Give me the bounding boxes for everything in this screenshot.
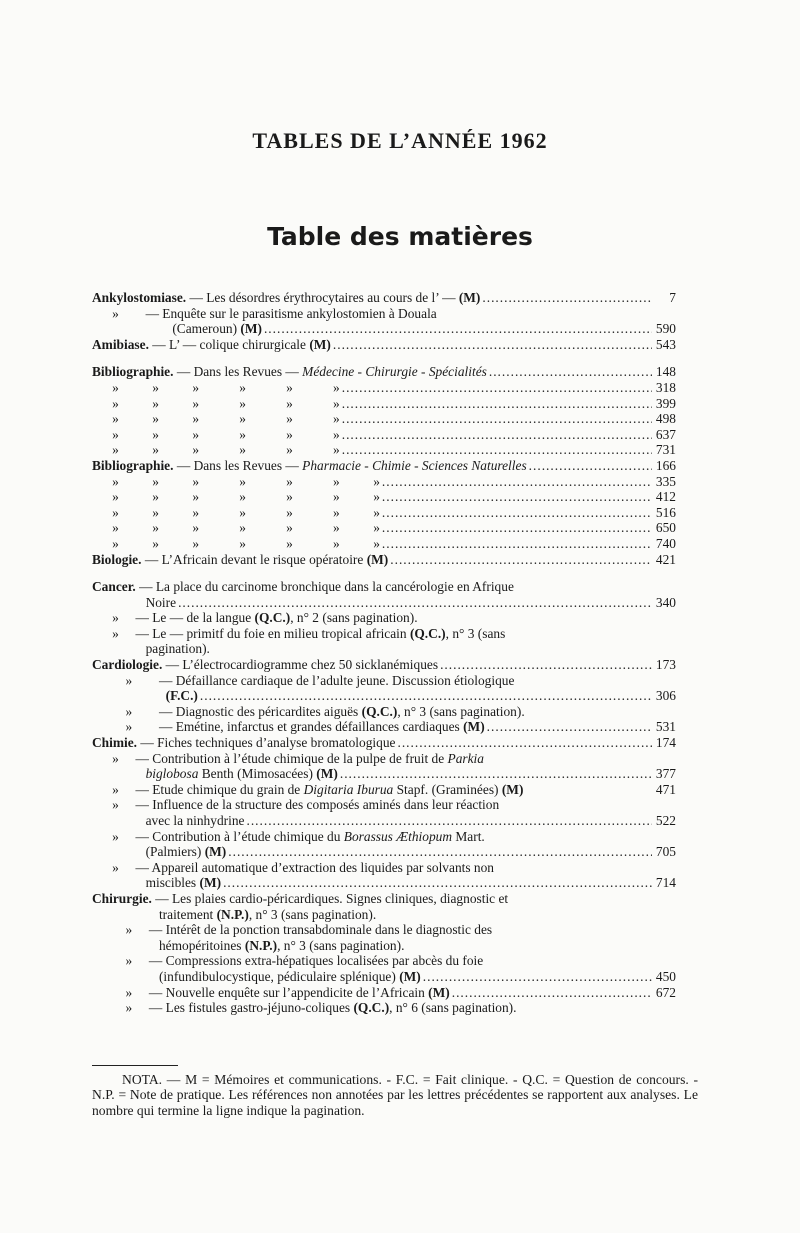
toc-text: » » » » » » bbox=[92, 411, 340, 427]
toc-entry bbox=[92, 922, 676, 953]
toc-entry bbox=[92, 536, 676, 552]
toc-text: » — Nouvelle enquête sur l’appendicite de l’Africain (M) bbox=[92, 984, 450, 1000]
page-number: 306 bbox=[655, 688, 676, 704]
toc-entry bbox=[92, 860, 676, 891]
table-of-contents bbox=[92, 290, 676, 1016]
footnote: NOTA. — M = Mémoires et communications. - F.C. = Fait clinique. - Q.C. = Question de concours. - N.P. = Note de pratique. Les références non annotées par les lettres précédentes se rapportent aux analyses. Le nombre qui termine la ligne indique la pagination. bbox=[92, 1072, 698, 1118]
toc-text: traitement (N.P.), n° 3 (sans pagination). bbox=[92, 906, 377, 922]
dot-leader bbox=[382, 520, 652, 536]
dot-leader bbox=[342, 396, 652, 412]
dot-leader bbox=[390, 552, 652, 568]
toc-text: » — Appareil automatique d’extraction des liquides par solvants non bbox=[92, 859, 495, 875]
page-number: 148 bbox=[655, 364, 676, 380]
toc-line bbox=[92, 306, 676, 322]
toc-text: Bibliographie. — Dans les Revues — Pharmacie - Chimie - Sciences Naturelles bbox=[92, 457, 527, 473]
toc-line bbox=[92, 797, 676, 813]
dot-leader bbox=[340, 766, 652, 782]
toc-line bbox=[92, 969, 676, 985]
page-number: 672 bbox=[655, 984, 676, 1000]
page-number: 705 bbox=[655, 844, 676, 860]
toc-entry bbox=[92, 306, 676, 337]
toc-text: » » » » » » » bbox=[92, 489, 380, 505]
page-number: 173 bbox=[655, 657, 676, 673]
dot-leader bbox=[178, 595, 652, 611]
toc-entry bbox=[92, 1000, 676, 1016]
toc-text: » » » » » » bbox=[92, 426, 340, 442]
toc-text: » — Influence de la structure des composés aminés dans leur réaction bbox=[92, 797, 500, 813]
toc-entry bbox=[92, 489, 676, 505]
dot-leader bbox=[342, 427, 652, 443]
divider bbox=[92, 1065, 178, 1066]
toc-entry bbox=[92, 704, 676, 720]
toc-entry bbox=[92, 411, 676, 427]
toc-text: (infundibulocystique, pédiculaire splénique) (M) bbox=[92, 968, 421, 984]
toc-entry bbox=[92, 458, 676, 474]
page-number: 731 bbox=[655, 442, 676, 458]
toc-text: » » » » » » » bbox=[92, 504, 380, 520]
dot-leader bbox=[200, 688, 652, 704]
toc-text: » — Compressions extra-hépatiques localisées par abcès du foie bbox=[92, 953, 484, 969]
toc-text: » » » » » » bbox=[92, 442, 340, 458]
toc-text: » — Le — primitf du foie en milieu tropical africain (Q.C.), n° 3 (sans bbox=[92, 625, 506, 641]
toc-text: » » » » » » » bbox=[92, 520, 380, 536]
toc-entry bbox=[92, 626, 676, 657]
toc-text: » — Diagnostic des péricardites aiguës (Q.C.), n° 3 (sans pagination). bbox=[92, 703, 525, 719]
toc-line bbox=[92, 505, 676, 521]
toc-entry bbox=[92, 797, 676, 828]
dot-leader bbox=[246, 813, 651, 829]
toc-text: » » » » » » bbox=[92, 379, 340, 395]
toc-text: » » » » » » » bbox=[92, 535, 380, 551]
toc-line bbox=[92, 922, 676, 938]
toc-text: Bibliographie. — Dans les Revues — Médecine - Chirurgie - Spécialités bbox=[92, 364, 487, 380]
toc-text: » — Défaillance cardiaque de l’adulte jeune. Discussion étiologique bbox=[92, 672, 515, 688]
dot-leader bbox=[223, 875, 652, 891]
toc-entry bbox=[92, 953, 676, 984]
page-number: 650 bbox=[655, 520, 676, 536]
toc-line bbox=[92, 844, 676, 860]
toc-line bbox=[92, 337, 676, 353]
toc-text: biglobosa Benth (Mimosacées) (M) bbox=[145, 766, 338, 782]
dot-leader bbox=[342, 411, 652, 427]
toc-entry bbox=[92, 427, 676, 443]
toc-text: hémopéritoines (N.P.), n° 3 (sans pagination). bbox=[92, 937, 405, 953]
page-number: 637 bbox=[655, 426, 676, 442]
toc-line bbox=[92, 907, 676, 923]
toc-entry bbox=[92, 290, 676, 306]
toc-entry bbox=[92, 782, 676, 798]
toc-line bbox=[92, 782, 676, 798]
toc-entry bbox=[92, 829, 676, 860]
page-number: 740 bbox=[655, 535, 676, 551]
toc-text: avec la ninhydrine bbox=[92, 813, 245, 828]
toc-entry bbox=[92, 380, 676, 396]
toc-entry bbox=[92, 396, 676, 412]
toc-text: » — Contribution à l’étude chimique de la pulpe de fruit de Parkia bbox=[92, 750, 484, 766]
toc-line bbox=[92, 641, 676, 657]
toc-text: » » » » » » » bbox=[92, 473, 380, 489]
dot-leader bbox=[228, 844, 652, 860]
toc-entry bbox=[92, 364, 676, 380]
dot-leader bbox=[342, 380, 652, 396]
toc-line bbox=[92, 442, 676, 458]
toc-line bbox=[92, 579, 676, 595]
dot-leader bbox=[333, 337, 652, 353]
toc-line bbox=[92, 735, 676, 751]
toc-line bbox=[92, 427, 676, 443]
dot-leader bbox=[529, 458, 652, 474]
toc-entry bbox=[92, 673, 676, 704]
page-number: 421 bbox=[655, 551, 676, 567]
toc-line bbox=[92, 1000, 676, 1016]
toc-line bbox=[92, 396, 676, 412]
toc-line bbox=[92, 813, 676, 829]
toc-entry bbox=[92, 442, 676, 458]
toc-entry bbox=[92, 520, 676, 536]
toc-text: Cancer. — La place du carcinome bronchique dans la cancérologie en Afrique bbox=[92, 579, 514, 595]
toc-entry bbox=[92, 552, 676, 568]
toc-entry bbox=[92, 505, 676, 521]
toc-line bbox=[92, 474, 676, 490]
page-number: 377 bbox=[655, 766, 676, 782]
toc-line bbox=[92, 829, 676, 845]
toc-text: » — Intérêt de la ponction transabdominale dans le diagnostic des bbox=[92, 922, 493, 938]
page-number: 471 bbox=[655, 781, 676, 797]
toc-line bbox=[92, 489, 676, 505]
dot-leader bbox=[382, 489, 652, 505]
dot-leader bbox=[382, 474, 652, 490]
dot-leader bbox=[423, 969, 652, 985]
toc-entry bbox=[92, 579, 676, 610]
section-title: Table des matières bbox=[267, 222, 533, 251]
toc-text: pagination). bbox=[92, 641, 210, 657]
toc-line bbox=[92, 657, 676, 673]
toc-line bbox=[92, 595, 676, 611]
toc-line bbox=[92, 536, 676, 552]
toc-text: » — Enquête sur le parasitisme ankylostomien à Douala bbox=[92, 305, 437, 321]
toc-text: Chirurgie. — Les plaies cardio-péricardiques. Signes cliniques, diagnostic et bbox=[92, 890, 509, 906]
dot-leader bbox=[482, 290, 652, 306]
toc-line bbox=[92, 321, 676, 337]
toc-entry bbox=[92, 751, 676, 782]
toc-line bbox=[92, 891, 676, 907]
toc-text: » — Le — de la langue (Q.C.), n° 2 (sans pagination). bbox=[92, 610, 418, 626]
toc-line bbox=[92, 458, 676, 474]
toc-text: » — Contribution à l’étude chimique du Borassus Æthiopum Mart. bbox=[92, 828, 485, 844]
toc-line bbox=[92, 626, 676, 642]
toc-line bbox=[92, 411, 676, 427]
page-number: 399 bbox=[655, 395, 676, 411]
dot-leader bbox=[489, 364, 652, 380]
toc-line bbox=[92, 290, 676, 306]
page-title: TABLES DE L’ANNÉE 1962 bbox=[252, 128, 548, 153]
toc-line bbox=[92, 552, 676, 568]
toc-line bbox=[92, 688, 676, 704]
toc-line bbox=[92, 751, 676, 767]
page-number: 522 bbox=[655, 813, 676, 828]
toc-text: Noire bbox=[92, 594, 177, 610]
dot-leader bbox=[342, 442, 652, 458]
toc-text: miscibles (M) bbox=[92, 875, 222, 891]
toc-line bbox=[92, 860, 676, 876]
page-number: 166 bbox=[655, 457, 676, 473]
toc-line bbox=[92, 766, 676, 782]
page-number: 335 bbox=[655, 473, 676, 489]
page-number: 516 bbox=[655, 504, 676, 520]
toc-text: Biologie. — L’Africain devant le risque opératoire (M) bbox=[92, 551, 389, 567]
page-number: 498 bbox=[655, 411, 676, 427]
toc-text: » — Emétine, infarctus et grandes défaillances cardiaques (M) bbox=[92, 719, 485, 735]
dot-leader bbox=[440, 657, 652, 673]
toc-line bbox=[92, 719, 676, 735]
toc-text: » » » » » » bbox=[92, 395, 340, 411]
page-number: 590 bbox=[655, 321, 676, 337]
dot-leader bbox=[264, 321, 652, 337]
page-number: 412 bbox=[655, 489, 676, 505]
toc-line bbox=[92, 704, 676, 720]
page-number: 543 bbox=[655, 336, 676, 352]
toc-line bbox=[92, 610, 676, 626]
toc-text: Chimie. — Fiches techniques d’analyse bromatologique bbox=[92, 735, 396, 751]
toc-entry bbox=[92, 657, 676, 673]
toc-line bbox=[92, 953, 676, 969]
dot-leader bbox=[382, 505, 652, 521]
toc-text: » — Les fistules gastro-jéjuno-coliques (Q.C.), n° 6 (sans pagination). bbox=[92, 1000, 517, 1016]
dot-leader bbox=[452, 985, 652, 1001]
page-number: 714 bbox=[655, 875, 676, 891]
toc-entry bbox=[92, 337, 676, 353]
toc-text: » — Etude chimique du grain de Digitaria Iburua Stapf. (Graminées) (M) bbox=[92, 781, 524, 797]
page-number: 174 bbox=[655, 735, 676, 751]
page-number: 318 bbox=[655, 379, 676, 395]
page-number: 531 bbox=[655, 719, 676, 735]
toc-text: Amibiase. — L’ — colique chirurgicale (M) bbox=[92, 336, 331, 352]
toc-entry bbox=[92, 891, 676, 922]
toc-line bbox=[92, 380, 676, 396]
toc-line bbox=[92, 875, 676, 891]
toc-text: Cardiologie. — L’électrocardiogramme chez 50 sicklanémiques bbox=[92, 657, 439, 673]
toc-entry bbox=[92, 735, 676, 751]
page-number: 340 bbox=[655, 594, 676, 610]
page-number: 450 bbox=[655, 968, 676, 984]
toc-text: (F.C.) bbox=[165, 688, 198, 704]
dot-leader bbox=[397, 735, 651, 751]
toc-line bbox=[92, 985, 676, 1001]
toc-line bbox=[92, 673, 676, 689]
page-number: 7 bbox=[669, 290, 676, 305]
toc-line bbox=[92, 364, 676, 380]
toc-entry bbox=[92, 474, 676, 490]
toc-text: (Cameroun) (M) bbox=[92, 321, 262, 337]
toc-line bbox=[92, 938, 676, 954]
dot-leader bbox=[382, 536, 652, 552]
toc-entry bbox=[92, 985, 676, 1001]
toc-entry bbox=[92, 719, 676, 735]
toc-text: (Palmiers) (M) bbox=[92, 844, 227, 860]
toc-text: Ankylostomiase. — Les désordres érythrocytaires au cours de l’ — (M) bbox=[92, 290, 481, 305]
toc-line bbox=[92, 520, 676, 536]
dot-leader bbox=[487, 719, 652, 735]
toc-entry bbox=[92, 610, 676, 626]
